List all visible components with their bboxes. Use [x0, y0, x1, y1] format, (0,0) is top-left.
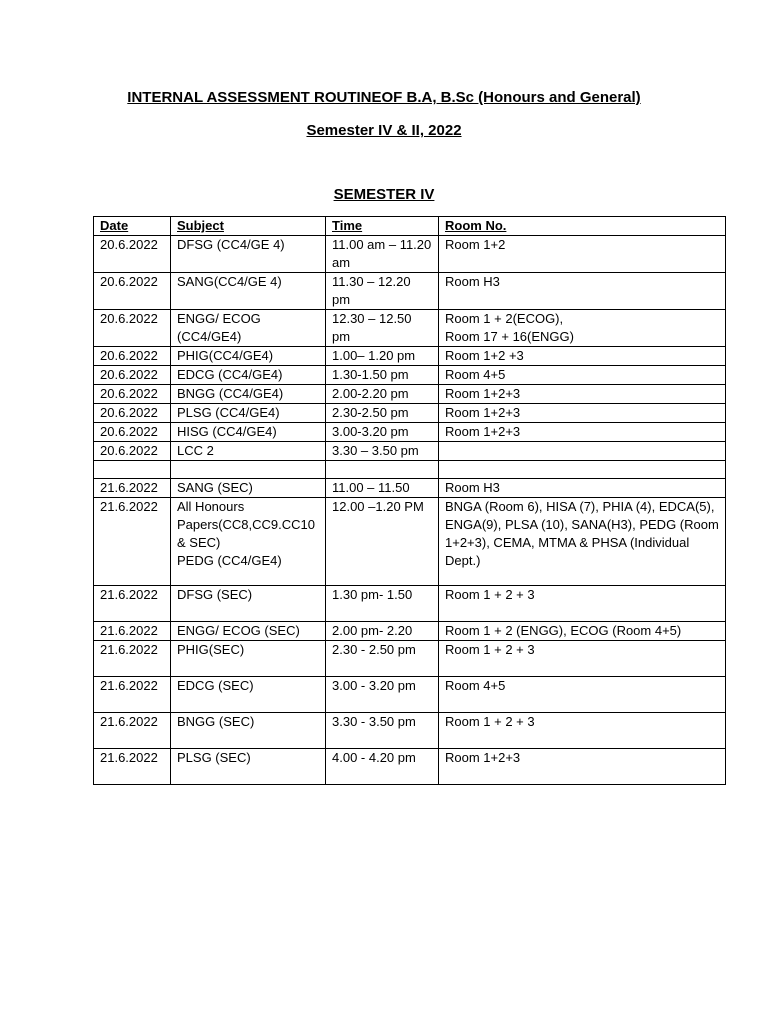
date-cell: 21.6.2022	[94, 479, 171, 498]
room-cell: Room 1+2 +3	[439, 347, 726, 366]
room-cell: Room 1+2+3	[439, 404, 726, 423]
header-date: Date	[94, 217, 171, 236]
table-row	[94, 498, 726, 586]
subject-cell: SANG(CC4/GE 4)	[171, 273, 326, 310]
date-cell: 21.6.2022	[94, 498, 171, 586]
subject-cell: BNGG (SEC)	[171, 713, 326, 749]
table-row	[94, 641, 726, 677]
time-cell: 1.30-1.50 pm	[326, 366, 439, 385]
document-title: INTERNAL ASSESSMENT ROUTINEOF B.A, B.Sc (Honours and General)	[127, 89, 641, 106]
date-cell: 20.6.2022	[94, 310, 171, 347]
time-cell: 2.30 - 2.50 pm	[326, 641, 439, 677]
subject-cell: PHIG(CC4/GE4)	[171, 347, 326, 366]
table-row	[94, 586, 726, 622]
time-cell: 3.00 - 3.20 pm	[326, 677, 439, 713]
subject-cell: PHIG(SEC)	[171, 641, 326, 677]
date-cell	[94, 461, 171, 479]
room-cell: Room H3	[439, 479, 726, 498]
table-row	[94, 347, 726, 366]
subject-cell: DFSG (CC4/GE 4)	[171, 236, 326, 273]
room-cell: Room 1 + 2 (ENGG), ECOG (Room 4+5)	[439, 622, 726, 641]
room-cell: Room 1+2+3	[439, 385, 726, 404]
date-cell: 21.6.2022	[94, 713, 171, 749]
date-cell: 21.6.2022	[94, 749, 171, 785]
section-heading: SEMESTER IV	[333, 186, 435, 203]
subject-cell: EDCG (CC4/GE4)	[171, 366, 326, 385]
header-subject: Subject	[171, 217, 326, 236]
subject-cell: LCC 2	[171, 442, 326, 461]
room-cell: Room 1 + 2 + 3	[439, 713, 726, 749]
table-row	[94, 273, 726, 310]
room-cell: BNGA (Room 6), HISA (7), PHIA (4), EDCA(5), ENGA(9), PLSA (10), SANA(H3), PEDG (Room 1+2+3), CEMA, MTMA & PHSA (Individual Dept.)	[439, 498, 726, 586]
date-cell: 20.6.2022	[94, 273, 171, 310]
table-row	[94, 461, 726, 479]
date-cell: 20.6.2022	[94, 442, 171, 461]
table-row	[94, 366, 726, 385]
table-row	[94, 479, 726, 498]
time-cell: 12.00 –1.20 PM	[326, 498, 439, 586]
subject-cell: DFSG (SEC)	[171, 586, 326, 622]
time-cell: 1.30 pm- 1.50	[326, 586, 439, 622]
table-row	[94, 385, 726, 404]
time-cell: 3.00-3.20 pm	[326, 423, 439, 442]
date-cell: 20.6.2022	[94, 385, 171, 404]
time-cell: 1.00– 1.20 pm	[326, 347, 439, 366]
table-row	[94, 423, 726, 442]
room-cell: Room 4+5	[439, 677, 726, 713]
room-cell: Room 1 + 2(ECOG), Room 17 + 16(ENGG)	[439, 310, 726, 347]
table-row	[94, 236, 726, 273]
time-cell: 11.30 – 12.20 pm	[326, 273, 439, 310]
subject-cell: BNGG (CC4/GE4)	[171, 385, 326, 404]
table-row	[94, 713, 726, 749]
subject-cell: All Honours Papers(CC8,CC9.CC10 & SEC) PEDG (CC4/GE4)	[171, 498, 326, 586]
table-row	[94, 404, 726, 423]
time-cell: 12.30 – 12.50 pm	[326, 310, 439, 347]
date-cell: 20.6.2022	[94, 236, 171, 273]
time-cell: 11.00 am – 11.20 am	[326, 236, 439, 273]
subject-cell: HISG (CC4/GE4)	[171, 423, 326, 442]
date-cell: 21.6.2022	[94, 677, 171, 713]
date-cell: 20.6.2022	[94, 347, 171, 366]
time-cell: 3.30 – 3.50 pm	[326, 442, 439, 461]
document-subtitle: Semester IV & II, 2022	[306, 122, 462, 139]
table-row	[94, 442, 726, 461]
room-cell: Room 1+2+3	[439, 423, 726, 442]
time-cell	[326, 461, 439, 479]
time-cell: 2.00-2.20 pm	[326, 385, 439, 404]
header-time: Time	[326, 217, 439, 236]
header-room: Room No.	[439, 217, 726, 236]
subject-cell	[171, 461, 326, 479]
room-cell	[439, 461, 726, 479]
subject-cell: PLSG (CC4/GE4)	[171, 404, 326, 423]
table-header-row	[94, 217, 726, 236]
table-row	[94, 622, 726, 641]
subject-cell: EDCG (SEC)	[171, 677, 326, 713]
room-cell: Room 1+2	[439, 236, 726, 273]
date-cell: 21.6.2022	[94, 622, 171, 641]
room-cell: Room H3	[439, 273, 726, 310]
subject-cell: PLSG (SEC)	[171, 749, 326, 785]
date-cell: 21.6.2022	[94, 586, 171, 622]
date-cell: 21.6.2022	[94, 641, 171, 677]
table-row	[94, 749, 726, 785]
time-cell: 4.00 - 4.20 pm	[326, 749, 439, 785]
routine-table	[93, 216, 726, 785]
room-cell	[439, 442, 726, 461]
time-cell: 2.30-2.50 pm	[326, 404, 439, 423]
table-row	[94, 310, 726, 347]
subject-cell: ENGG/ ECOG (CC4/GE4)	[171, 310, 326, 347]
time-cell: 3.30 - 3.50 pm	[326, 713, 439, 749]
table-row	[94, 677, 726, 713]
date-cell: 20.6.2022	[94, 404, 171, 423]
subject-cell: SANG (SEC)	[171, 479, 326, 498]
subject-cell: ENGG/ ECOG (SEC)	[171, 622, 326, 641]
time-cell: 2.00 pm- 2.20	[326, 622, 439, 641]
room-cell: Room 4+5	[439, 366, 726, 385]
time-cell: 11.00 – 11.50	[326, 479, 439, 498]
room-cell: Room 1+2+3	[439, 749, 726, 785]
date-cell: 20.6.2022	[94, 366, 171, 385]
date-cell: 20.6.2022	[94, 423, 171, 442]
table-body	[94, 236, 726, 785]
room-cell: Room 1 + 2 + 3	[439, 586, 726, 622]
room-cell: Room 1 + 2 + 3	[439, 641, 726, 677]
